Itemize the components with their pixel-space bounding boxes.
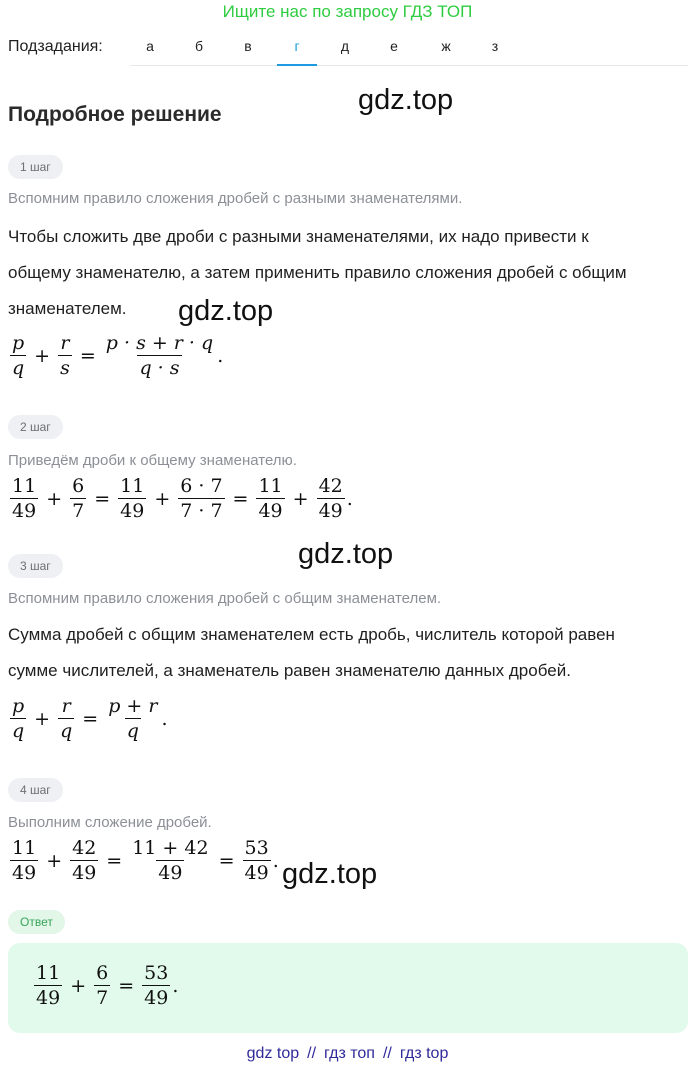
tab-b[interactable]: б	[194, 38, 204, 54]
numerator: 6	[96, 962, 109, 984]
denominator: 49	[258, 500, 283, 522]
denominator: q	[12, 720, 25, 742]
fraction	[94, 963, 110, 1008]
numerator: 42	[72, 837, 97, 859]
step-hint: Вспомним правило сложения дробей с разными знаменателями.	[8, 190, 463, 207]
fraction	[317, 476, 345, 521]
fraction	[142, 963, 170, 1008]
denominator: 7	[96, 987, 109, 1009]
equals-sign: =	[218, 849, 235, 872]
period: .	[272, 849, 279, 872]
period: .	[346, 487, 353, 510]
tab-v[interactable]: в	[244, 38, 252, 54]
footer-separator: //	[307, 1045, 317, 1062]
fraction	[10, 333, 26, 378]
step-hint: Выполним сложение дробей.	[8, 814, 212, 831]
plus-sign: +	[34, 344, 51, 367]
denominator: 7 · 7	[180, 500, 223, 522]
fraction	[58, 696, 74, 741]
step-hint: Вспомним правило сложения дробей с общим знаменателем.	[8, 590, 442, 607]
fraction	[70, 838, 98, 883]
denominator: 49	[12, 862, 37, 884]
equals-sign: =	[82, 707, 99, 730]
tab-g[interactable]: г	[277, 28, 317, 66]
equals-sign: =	[79, 344, 96, 367]
plus-sign: +	[70, 974, 87, 997]
step-text-line: Чтобы сложить две дроби с разными знаменателями, их надо привести к	[8, 227, 589, 246]
denominator: s	[60, 357, 70, 379]
numerator: 11	[36, 962, 61, 984]
numerator: p + r	[108, 695, 158, 717]
formula-answer	[32, 963, 178, 1008]
top-banner: Ищите нас по запросу ГДЗ ТОП	[222, 2, 473, 21]
subtasks-label: Подзадания:	[8, 38, 103, 55]
numerator: 11 + 42	[132, 837, 209, 859]
step-text-line: общему знаменателю, а затем применить правило сложения дробей с общим	[8, 263, 627, 282]
footer-links	[0, 1044, 695, 1064]
plus-sign: +	[34, 707, 51, 730]
fraction	[106, 696, 159, 741]
footer-link[interactable]: гдз топ	[324, 1045, 375, 1062]
footer-separator: //	[382, 1045, 392, 1062]
denominator: 49	[144, 987, 169, 1009]
numerator: 42	[318, 475, 343, 497]
watermark: gdz.top	[282, 858, 378, 890]
step-text	[8, 617, 688, 689]
fraction	[118, 476, 146, 521]
formula-step-3	[8, 696, 167, 741]
numerator: 11	[12, 837, 37, 859]
tab-e[interactable]: е	[390, 38, 398, 54]
fraction	[256, 476, 284, 521]
step-text-line: Сумма дробей с общим знаменателем есть дробь, числитель которой равен	[8, 625, 615, 644]
fraction	[243, 838, 271, 883]
equals-sign: =	[232, 487, 249, 510]
fraction	[130, 838, 210, 883]
fraction	[10, 696, 26, 741]
watermark: gdz.top	[358, 84, 454, 116]
formula-step-4	[8, 838, 279, 883]
denominator: 7	[72, 500, 85, 522]
denominator: 49	[244, 862, 269, 884]
numerator: p	[12, 332, 25, 354]
period: .	[172, 974, 179, 997]
plus-sign: +	[46, 487, 63, 510]
plus-sign: +	[292, 487, 309, 510]
footer-link[interactable]: gdz top	[246, 1045, 300, 1062]
watermark: gdz.top	[298, 538, 394, 570]
denominator: 49	[318, 500, 343, 522]
denominator: 49	[72, 862, 97, 884]
period: .	[217, 344, 224, 367]
step-hint: Приведём дроби к общему знаменателю.	[8, 452, 297, 469]
plus-sign: +	[46, 849, 63, 872]
numerator: 53	[244, 837, 269, 859]
denominator: 49	[158, 862, 183, 884]
step-badge: 4 шаг	[8, 778, 63, 802]
plus-sign: +	[154, 487, 171, 510]
numerator: r	[61, 695, 71, 717]
equals-sign: =	[106, 849, 123, 872]
watermark: gdz.top	[178, 295, 274, 327]
step-badge: 2 шаг	[8, 415, 63, 439]
numerator: 11	[120, 475, 145, 497]
fraction	[58, 333, 72, 378]
numerator: 6 · 7	[180, 475, 223, 497]
period: .	[161, 707, 168, 730]
denominator: q	[12, 357, 25, 379]
step-badge: 1 шаг	[8, 155, 63, 179]
fraction	[104, 333, 215, 378]
fraction	[10, 838, 38, 883]
equals-sign: =	[118, 974, 135, 997]
tab-zh[interactable]: ж	[441, 38, 451, 54]
denominator: q · s	[139, 357, 180, 379]
numerator: 11	[258, 475, 283, 497]
denominator: q	[60, 720, 73, 742]
page-title: Подробное решение	[8, 103, 222, 126]
answer-badge: Ответ	[8, 910, 65, 934]
tab-z[interactable]: з	[491, 38, 499, 54]
fraction	[178, 476, 224, 521]
step-badge: 3 шаг	[8, 554, 63, 578]
numerator: p · s + r · q	[105, 332, 214, 354]
fraction	[10, 476, 38, 521]
numerator: p	[12, 695, 25, 717]
fraction	[34, 963, 62, 1008]
step-text-line: сумме числителей, а знаменатель равен знаменателю данных дробей.	[8, 661, 571, 680]
tab-d[interactable]: д	[340, 38, 350, 54]
denominator: 49	[36, 987, 61, 1009]
step-text	[8, 219, 688, 327]
numerator: 53	[144, 962, 169, 984]
step-text-line: знаменателем.	[8, 299, 127, 318]
tab-a[interactable]: а	[146, 38, 154, 54]
formula-step-2	[8, 476, 353, 521]
numerator: r	[60, 332, 70, 354]
footer-link[interactable]: гдз top	[399, 1045, 449, 1062]
fraction	[70, 476, 86, 521]
denominator: 49	[12, 500, 37, 522]
numerator: 6	[72, 475, 85, 497]
numerator: 11	[12, 475, 37, 497]
denominator: 49	[120, 500, 145, 522]
formula-step-1	[8, 333, 223, 378]
denominator: q	[126, 720, 139, 742]
equals-sign: =	[94, 487, 111, 510]
